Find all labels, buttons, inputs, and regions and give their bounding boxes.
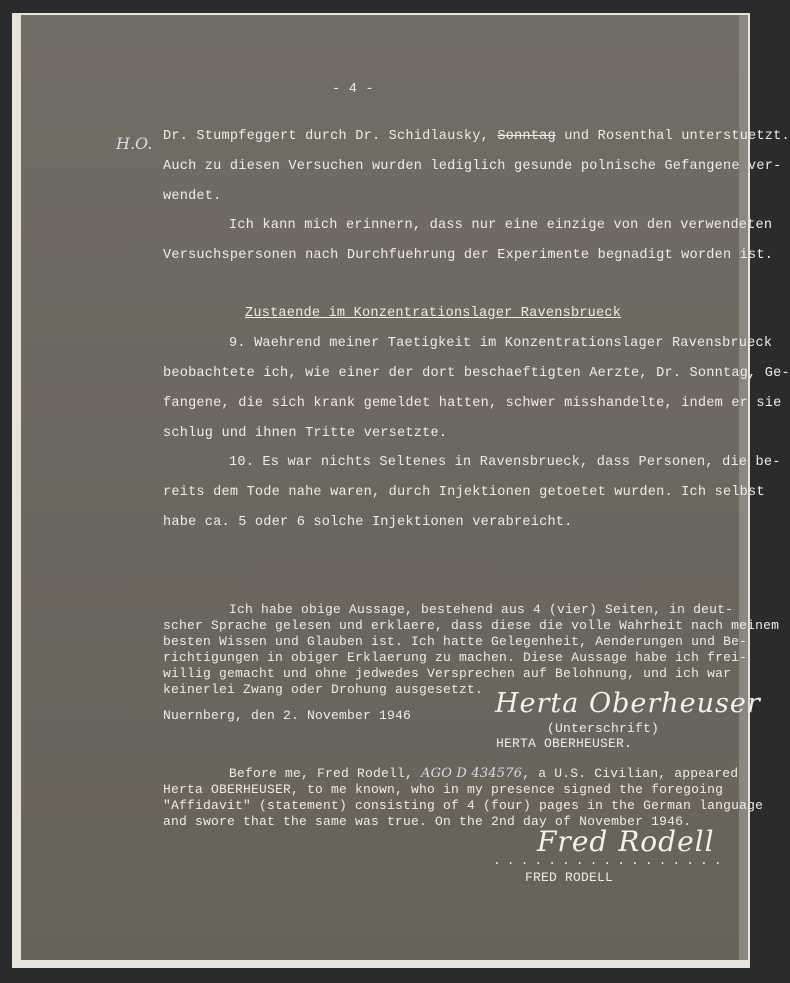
attestation-line1-start: Before me, Fred Rodell, bbox=[229, 766, 414, 781]
attestation-line2: Herta OBERHEUSER, to me known, who in my presence signed the foregoing bbox=[163, 782, 724, 797]
p9-line4: schlug und ihnen Tritte versetzte. bbox=[163, 426, 448, 441]
statement-line1: Ich habe obige Aussage, bestehend aus 4 (vier) Seiten, in deut- bbox=[229, 602, 734, 617]
statement-line5: willig gemacht und ohne jedwedes Versprechen auf Belohnung, und ich war bbox=[163, 666, 732, 681]
handwritten-ago-number: AGO D 434576 bbox=[421, 766, 523, 781]
struck-word: Sonntag bbox=[497, 129, 556, 144]
typed-name-oberheuser: HERTA OBERHEUSER. bbox=[496, 736, 633, 751]
p10-line3: habe ca. 5 oder 6 solche Injektionen verabreicht. bbox=[163, 515, 573, 530]
signature-dots: ................. bbox=[493, 853, 728, 868]
statement-line3: besten Wissen und Glauben ist. Ich hatte Gelegenheit, Aenderungen und Be- bbox=[163, 634, 748, 649]
statement-line6: keinerlei Zwang oder Drohung ausgesetzt. bbox=[163, 682, 484, 697]
p9-line1: 9. Waehrend meiner Taetigkeit im Konzentrationslager Ravensbrueck bbox=[229, 336, 773, 351]
p1-line2: Auch zu diesen Versuchen wurden lediglich gesunde polnische Gefangene ver- bbox=[163, 159, 782, 174]
attestation-line3: "Affidavit" (statement) consisting of 4 (four) pages in the German language bbox=[163, 798, 764, 813]
p2-line2: Versuchspersonen nach Durchfuehrung der Experimente begnadigt worden ist. bbox=[163, 248, 774, 263]
section-heading: Zustaende im Konzentrationslager Ravensbrueck bbox=[245, 306, 622, 321]
p1-line1-start: Dr. Stumpfeggert durch Dr. Schidlausky, bbox=[163, 129, 489, 144]
attestation-line4: and swore that the same was true. On the 2nd day of November 1946. bbox=[163, 814, 692, 829]
p9-line2: beobachtete ich, wie einer der dort beschaeftigten Aerzte, Dr. Sonntag, Ge- bbox=[163, 366, 790, 381]
signature-label: (Unterschrift) bbox=[547, 721, 660, 736]
p10-line2: reits dem Tode nahe waren, durch Injektionen getoetet wurden. Ich selbst bbox=[163, 485, 765, 500]
signature-oberheuser: Herta Oberheuser bbox=[495, 688, 761, 719]
attestation-line1 bbox=[229, 766, 738, 781]
signature-rodell: Fred Rodell bbox=[537, 825, 715, 858]
p1-line3: wendet. bbox=[163, 189, 222, 204]
attestation-line1-end: , a U.S. Civilian, appeared bbox=[522, 766, 739, 781]
p1-line1 bbox=[163, 129, 790, 144]
p10-line1: 10. Es war nichts Seltenes in Ravensbrueck, dass Personen, die be- bbox=[229, 455, 781, 470]
page-number: - 4 - bbox=[332, 82, 374, 97]
p1-line1-end: und Rosenthal unterstuetzt. bbox=[564, 129, 790, 144]
statement-line4: richtigungen in obiger Erklaerung zu machen. Diese Aussage habe ich frei- bbox=[163, 650, 748, 665]
place-date: Nuernberg, den 2. November 1946 bbox=[163, 708, 412, 723]
margin-initials: H.O. bbox=[116, 134, 153, 153]
p9-line3: fangene, die sich krank gemeldet hatten, schwer misshandelte, indem er sie bbox=[163, 396, 782, 411]
statement-line2: scher Sprache gelesen und erklaere, dass diese die volle Wahrheit nach meinem bbox=[163, 618, 780, 633]
typed-name-rodell: FRED RODELL bbox=[525, 870, 614, 885]
p2-line1: Ich kann mich erinnern, dass nur eine einzige von den verwendeten bbox=[229, 218, 773, 233]
